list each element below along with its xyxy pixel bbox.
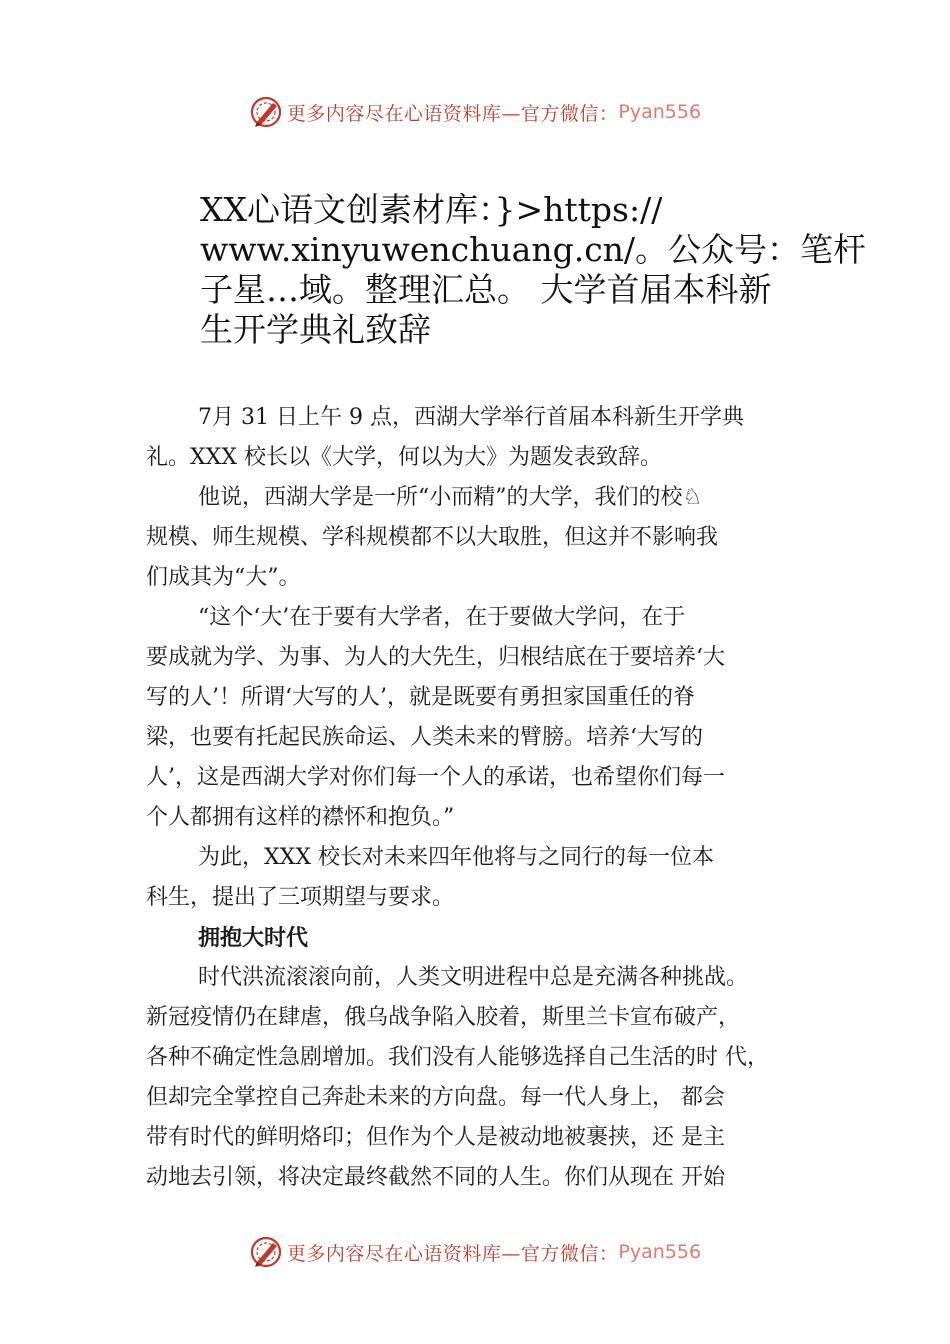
pen-logo-icon [249,95,283,129]
text-line: “这个‘大’在于要有大学者，在于要做大学问，在于 [198,605,686,630]
text-line: 人’，这是西湖大学对你们每一个人的承诺，也希望你们每一 [146,765,725,790]
text-line: 时代洪流滚滚向前，人类文明进程中总是充满各种挑战。 [198,965,749,990]
text-line: 写的人’！所谓‘大写的人’，就是既要有勇担家国重任的脊 [146,685,695,710]
pen-logo-icon [249,1235,283,1269]
paragraph [146,958,816,1198]
text-line: 各种不确定性急剧增加。我们没有人能够选择自己生活的时 代， [146,1045,769,1070]
text-line: 7月 31 日上午 9 点，西湖大学举行首届本科新生开学典 [198,405,744,430]
text-line: 他说，西湖大学是一所“小而精”的大学，我们的校♘ [198,485,703,510]
text-line: 规模、师生规模、学科规模都不以大取胜，但这并不影响我 [146,525,719,550]
document-body [146,398,816,1198]
banner-text: 更多内容尽在心语资料库—官方微信： [286,1242,619,1265]
text-line: 科生，提出了三项期望与要求。 [146,885,455,910]
text-line: 带有时代的鲜明烙印；但作为个人是被动地被裹挟，还 是主 [146,1125,725,1150]
title-line: www.xinyuwenchuang.cn/。公众号：笔杆 [200,230,867,269]
paragraph [146,838,816,918]
text-line: 要成就为学、为事、为人的大先生，归根结底在于要培养‘大 [146,645,725,670]
text-line: 但却完全掌控自己奔赴未来的方向盘。每一代人身上， 都会 [146,1085,725,1110]
banner-text: 更多内容尽在心语资料库—官方微信： [286,102,619,125]
header-banner [0,92,950,132]
text-line: 们成其为“大”。 [146,565,301,590]
section-heading: 拥抱大时代 [198,925,309,951]
text-line: 为此，XXX 校长对未来四年他将与之同行的每一位本 [198,845,714,870]
text-line: 动地去引领，将决定最终截然不同的人生。你们从现在 开始 [146,1165,725,1190]
text-line: 个人都拥有这样的襟怀和抱负。” [146,805,455,830]
paragraph [146,598,816,838]
banner-wechat-id: Pyan556 [618,1241,702,1263]
paragraph [146,478,816,598]
footer-banner [0,1232,950,1272]
text-line: 梁，也要有托起民族命运、人类未来的臂膀。培养‘大写的 [146,725,703,750]
title-line: 子星…域。整理汇总。 大学首届本科新 [200,270,772,309]
text-line: 新冠疫情仍在肆虐，俄乌战争陷入胶着，斯里兰卡宣布破产， [146,1005,741,1030]
title-line: XX心语文创素材库：}>https:// [200,190,663,229]
document-title [200,190,867,350]
title-line: 生开学典礼致辞 [200,310,431,349]
banner-wechat-id: Pyan556 [618,101,702,123]
paragraph [146,398,816,478]
text-line: 礼。XXX 校长以《大学，何以为大》为题发表致辞。 [146,445,662,470]
